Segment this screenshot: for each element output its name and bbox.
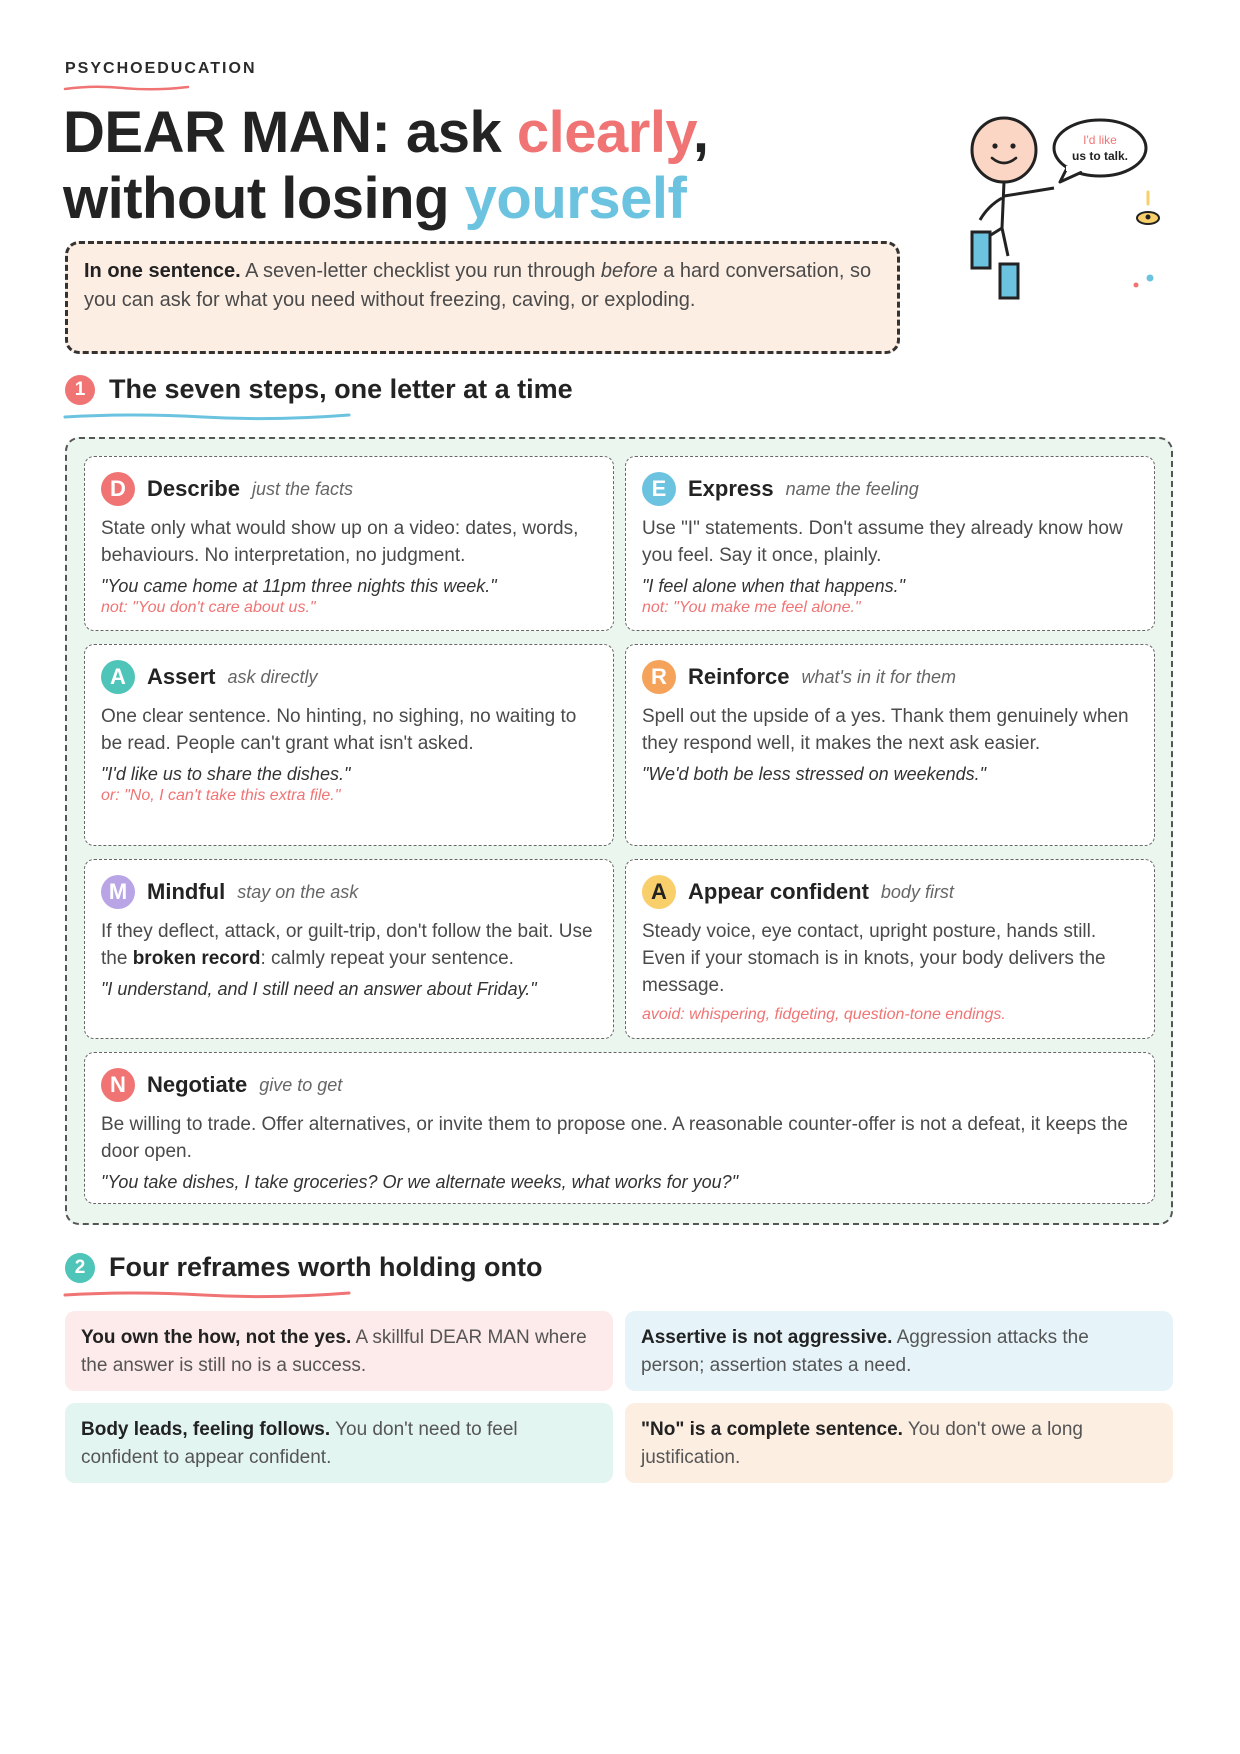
step-description-bold: broken record: [132, 948, 261, 969]
step-letter-badge: D: [101, 472, 135, 506]
step-description-post: : calmly repeat your sentence.: [260, 948, 514, 969]
title-accent-clearly: clearly: [516, 100, 693, 165]
reframe-lead: Assertive is not aggressive.: [641, 1327, 893, 1348]
steps-panel: [65, 437, 1173, 1225]
step-name: Describe: [147, 476, 240, 501]
step-card-reinforce: [625, 644, 1155, 846]
eyebrow-underline: [63, 84, 193, 92]
step-subtitle: ask directly: [227, 666, 318, 687]
step-description: State only what would show up on a video: dates, words, behaviours. No interpretation, no judgment.: [101, 518, 579, 566]
step-name: Mindful: [147, 879, 226, 904]
section-2-number: 2: [65, 1253, 95, 1283]
title-part-3: without losing: [63, 166, 465, 231]
step-name: Express: [688, 476, 774, 501]
reframe-card-assertive-not-aggressive: [625, 1311, 1173, 1391]
stick-figure-illustration: [960, 110, 1180, 310]
step-description-pre: If they deflect, attack, or guilt-trip, don't follow the bait. Use the: [101, 921, 593, 969]
step-card-describe: [84, 456, 614, 631]
reframe-card-no-is-complete: [625, 1403, 1173, 1483]
reframe-text: You don't owe a long justification.: [641, 1419, 1084, 1468]
step-name: Appear confident: [688, 879, 869, 904]
step-example: "We'd both be less stressed on weekends.": [642, 764, 987, 784]
step-example: "I'd like us to share the dishes.": [101, 764, 351, 784]
step-description: Spell out the upside of a yes. Thank them genuinely when they respond well, it makes the next ask easier.: [642, 706, 1129, 754]
figure-head-icon: [972, 118, 1036, 182]
step-name: Reinforce: [688, 664, 790, 689]
eyebrow-label: PSYCHOEDUCATION: [65, 60, 257, 77]
summary-box: [65, 241, 900, 354]
summary-emphasis: before: [600, 260, 658, 282]
section-1-header: [65, 374, 573, 405]
step-card-appear-confident: [625, 859, 1155, 1039]
step-description: Be willing to trade. Offer alternatives, or invite them to propose one. A reasonable counter-offer is not a defeat, it keeps the door open.: [101, 1114, 1128, 1162]
step-description: One clear sentence. No hinting, no sighing, no waiting to be read. People can't grant what isn't asked.: [101, 706, 577, 754]
step-letter-badge: N: [101, 1068, 135, 1102]
step-subtitle: name the feeling: [785, 478, 919, 499]
step-card-mindful: [84, 859, 614, 1039]
step-example: "You came home at 11pm three nights this week.": [101, 576, 497, 596]
step-name: Negotiate: [147, 1072, 248, 1097]
step-letter-badge: A: [642, 875, 676, 909]
step-counter-example: not: "You don't care about us.": [101, 599, 316, 616]
speech-line-1: I'd like: [1083, 133, 1117, 147]
reframe-lead: You own the how, not the yes.: [81, 1327, 352, 1348]
step-description: Steady voice, eye contact, upright posture, hands still. Even if your stomach is in knots, your body delivers the message.: [642, 921, 1106, 996]
reframe-card-own-the-how: [65, 1311, 613, 1391]
step-example: "You take dishes, I take groceries? Or we alternate weeks, what works for you?": [101, 1172, 739, 1192]
section-2-header: [65, 1252, 543, 1283]
step-card-assert: [84, 644, 614, 846]
reframe-lead: Body leads, feeling follows.: [81, 1419, 331, 1440]
step-description: Use "I" statements. Don't assume they already know how you feel. Say it once, plainly.: [642, 518, 1123, 566]
title-accent-yourself: yourself: [464, 166, 687, 231]
figure-right-leg-icon: [1000, 264, 1018, 298]
dot-icon: [1147, 275, 1154, 282]
step-example: "I understand, and I still need an answer about Friday.": [101, 979, 537, 999]
step-counter-example: or: "No, I can't take this extra file.": [101, 787, 341, 804]
step-letter-badge: R: [642, 660, 676, 694]
summary-text-2: a hard conversation, so you can ask for what you need without freezing, caving, or exploding.: [84, 260, 872, 311]
step-counter-example: not: "You make me feel alone.": [642, 599, 861, 616]
title-part-2: ,: [692, 100, 709, 165]
reframe-text: A skillful DEAR MAN where the answer is still no is a success.: [81, 1327, 587, 1376]
step-card-negotiate: [84, 1052, 1155, 1204]
speech-line-2: us to talk.: [1071, 149, 1129, 163]
step-example: "I feel alone when that happens.": [642, 576, 905, 596]
section-2-title: Four reframes worth holding onto: [109, 1252, 543, 1282]
step-subtitle: just the facts: [251, 478, 354, 499]
reframe-text: Aggression attacks the person; assertion states a need.: [641, 1327, 1089, 1376]
step-counter-example: avoid: whispering, fidgeting, question-tone endings.: [642, 1006, 1006, 1023]
step-subtitle: stay on the ask: [237, 881, 359, 902]
title-part-1: DEAR MAN: ask: [63, 100, 517, 165]
section-2-underline: [63, 1290, 353, 1300]
summary-text-1: A seven-letter checklist you run through: [240, 260, 601, 282]
summary-lead: In one sentence.: [84, 260, 241, 282]
step-letter-badge: M: [101, 875, 135, 909]
step-letter-badge: A: [101, 660, 135, 694]
section-1-underline: [63, 412, 353, 422]
step-card-express: [625, 456, 1155, 631]
reframe-lead: "No" is a complete sentence.: [641, 1419, 903, 1440]
step-description: [101, 918, 597, 972]
step-subtitle: give to get: [259, 1074, 343, 1095]
step-name: Assert: [147, 664, 216, 689]
dot-icon: [1134, 283, 1139, 288]
reframe-card-body-leads: [65, 1403, 613, 1483]
section-1-title: The seven steps, one letter at a time: [109, 374, 573, 404]
step-subtitle: what's in it for them: [801, 666, 956, 687]
page-title: [63, 100, 883, 232]
figure-left-leg-icon: [972, 232, 990, 268]
step-subtitle: body first: [880, 881, 954, 902]
section-1-number: 1: [65, 375, 95, 405]
step-letter-badge: E: [642, 472, 676, 506]
reframe-text: You don't need to feel confident to appear confident.: [81, 1419, 518, 1468]
